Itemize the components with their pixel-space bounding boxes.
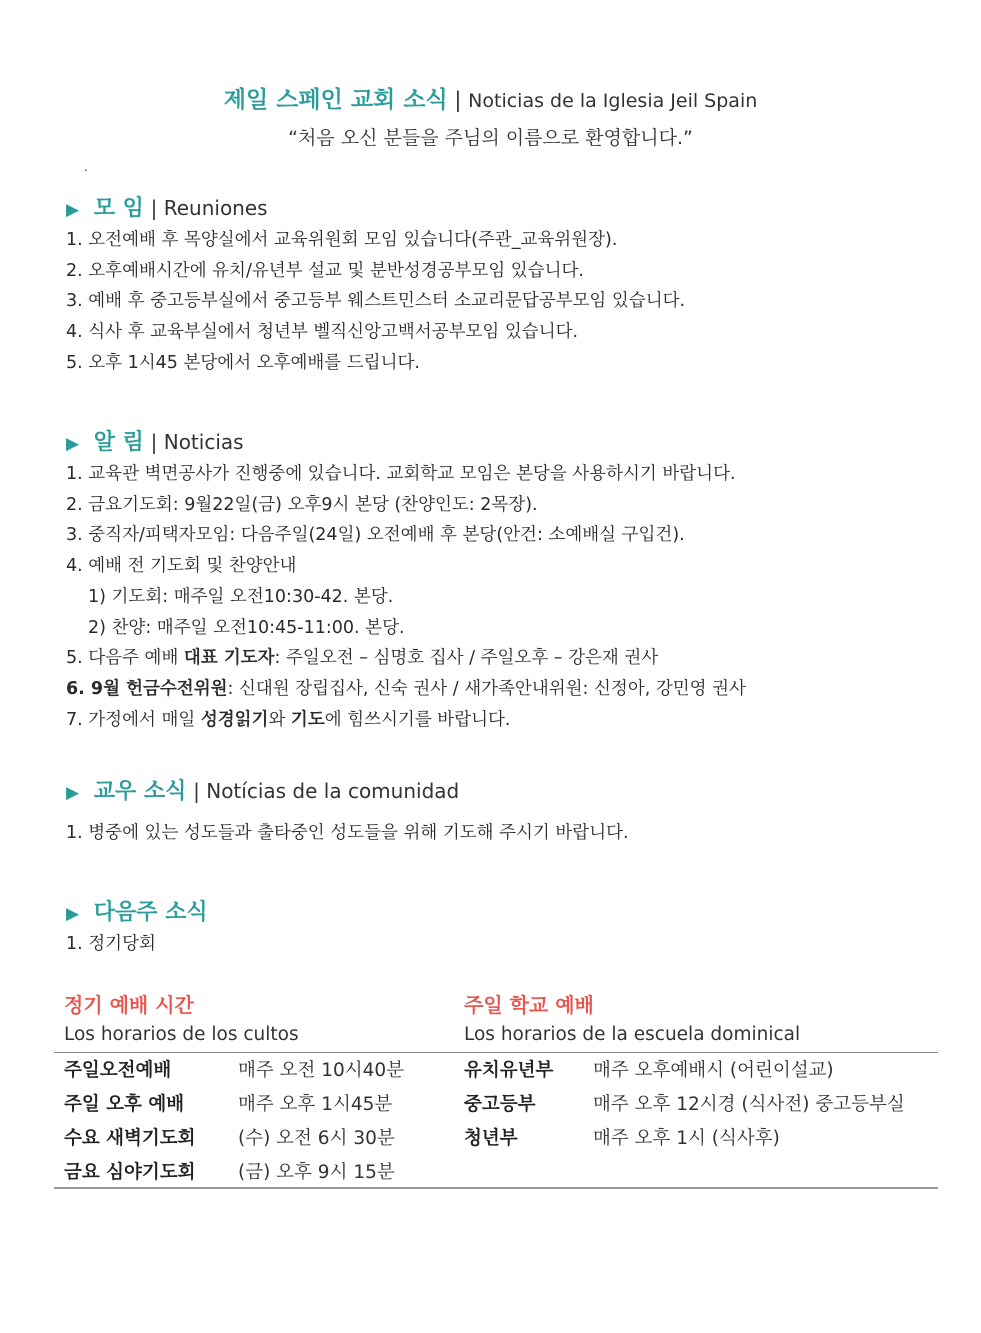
sunday-school-title-korean: 주일 학교 예배	[464, 993, 594, 1017]
bulletin-header	[0, 84, 981, 150]
department-name: 유치유년부	[464, 1060, 554, 1081]
item-text: 와	[268, 709, 291, 730]
triangle-right-icon: ▶	[66, 904, 80, 924]
section-title-korean: 다음주 소식	[93, 900, 208, 925]
section-heading: ▶ 알 림 | Noticias	[66, 430, 244, 455]
meetings-list	[66, 225, 946, 379]
stray-dot: .	[84, 160, 88, 174]
list-item: 4. 예배 전 기도회 및 찬양안내	[66, 556, 297, 577]
divider	[54, 1052, 938, 1053]
department-name: 청년부	[464, 1128, 518, 1149]
section-title-spanish: Noticias	[163, 430, 244, 454]
list-item	[66, 705, 946, 736]
list-item	[66, 643, 946, 674]
title-korean: 제일 스페인 교회 소식	[223, 87, 448, 113]
list-item: 1. 병중에 있는 성도들과 출타중인 성도들을 위해 기도해 주시기 바랍니다.	[66, 823, 629, 843]
table-row	[464, 1122, 934, 1156]
section-title-korean: 모 임	[93, 196, 144, 221]
item-text: : 신대원 장립집사, 신숙 권사 / 새가족안내위원: 신정아, 강민영 권사	[227, 678, 746, 699]
table-row	[64, 1156, 454, 1190]
department-time: 매주 오후 1시 (식사후)	[593, 1128, 780, 1149]
service-time: 매주 오전 10시40분	[238, 1060, 405, 1081]
department-time: 매주 오후예배시 (어린이설교)	[593, 1060, 834, 1081]
list-item	[66, 674, 946, 705]
welcome-message: “처음 오신 분들을 주님의 이름으로 환영합니다.”	[288, 127, 693, 149]
department-time: 매주 오후 12시경 (식사전) 중고등부실	[593, 1094, 905, 1115]
worship-times-title-spanish: Los horarios de los cultos	[64, 1024, 299, 1045]
notices-list	[66, 459, 946, 735]
item-text: 7. 가정에서 매일	[66, 709, 201, 730]
divider	[54, 1187, 938, 1189]
worship-times-table	[64, 1054, 454, 1190]
list-item: 2. 오후예배시간에 유치/유년부 설교 및 분반성경공부모임 있습니다.	[66, 260, 584, 281]
title-spanish: Noticias de la Iglesia Jeil Spain	[468, 90, 758, 112]
community-list	[66, 818, 946, 849]
triangle-right-icon: ▶	[66, 200, 80, 220]
service-name: 주일오전예배	[64, 1060, 172, 1081]
section-title-spanish: Notícias de la comunidad	[206, 779, 460, 803]
item-text: : 주일오전 – 심명호 집사 / 주일오후 – 강은재 권사	[274, 648, 659, 669]
list-item: 1. 오전예배 후 목양실에서 교육위원회 모임 있습니다(주관_교육위원장).	[66, 230, 618, 250]
list-sub-item: 1) 기도회: 매주일 오전10:30-42. 본당.	[88, 586, 394, 607]
section-meetings	[66, 193, 946, 379]
item-bold-text: 기도	[290, 709, 325, 730]
sunday-school-heading	[464, 990, 800, 1050]
worship-times-heading	[64, 990, 299, 1050]
section-heading	[66, 897, 946, 929]
table-row	[64, 1054, 454, 1088]
section-next-week	[66, 897, 946, 960]
item-bold-text: 대표 기도자	[183, 648, 275, 669]
sunday-school-table	[464, 1054, 934, 1156]
table-row	[64, 1122, 454, 1156]
section-title-korean: 알 림	[93, 430, 144, 455]
list-item: 4. 식사 후 교육부실에서 청년부 벨직신앙고백서공부모임 있습니다.	[66, 322, 579, 343]
section-notices	[66, 427, 946, 735]
worship-times-title-korean: 정기 예배 시간	[64, 993, 194, 1017]
next-week-list	[66, 929, 946, 960]
list-item: 3. 예배 후 중고등부실에서 중고등부 웨스트민스터 소교리문답공부모임 있습니다.	[66, 291, 686, 312]
list-item: 3. 중직자/피택자모임: 다음주일(24일) 오전예배 후 본당(안건: 소예배실 구입건).	[66, 525, 685, 546]
item-bold-text: 성경읽기	[200, 709, 269, 730]
title-separator: |	[454, 88, 462, 112]
list-item: 5. 오후 1시45 본당에서 오후예배를 드립니다.	[66, 352, 420, 373]
service-name: 수요 새벽기도회	[64, 1128, 196, 1149]
sunday-school-title-spanish: Los horarios de la escuela dominical	[464, 1024, 801, 1045]
service-name: 금요 심야기도회	[64, 1162, 196, 1183]
section-community	[66, 776, 946, 849]
item-text: 5. 다음주 예배	[66, 648, 184, 669]
list-sub-item: 2) 찬양: 매주일 오전10:45-11:00. 본당.	[88, 617, 405, 638]
item-bold-text: 6. 9월 헌금수전위원	[66, 678, 228, 699]
section-title-spanish: Reuniones	[163, 196, 268, 220]
item-text: 에 힘쓰시기를 바랍니다.	[324, 709, 511, 730]
table-row	[64, 1088, 454, 1122]
list-item: 1. 교육관 벽면공사가 진행중에 있습니다. 교회학교 모임은 본당을 사용하시기 바랍니다.	[66, 464, 736, 484]
section-heading: ▶ 모 임 | Reuniones	[66, 196, 268, 221]
list-item: 1. 정기당회	[66, 934, 156, 954]
table-row	[464, 1054, 934, 1088]
triangle-right-icon: ▶	[66, 783, 80, 803]
service-name: 주일 오후 예배	[64, 1094, 185, 1115]
triangle-right-icon: ▶	[66, 434, 80, 454]
service-time: 매주 오후 1시45분	[238, 1094, 393, 1115]
service-time: (금) 오후 9시 15분	[238, 1162, 395, 1183]
department-name: 중고등부	[464, 1094, 536, 1115]
list-item: 2. 금요기도회: 9월22일(금) 오후9시 본당 (찬양인도: 2목장).	[66, 494, 538, 515]
section-title-korean: 교우 소식	[93, 779, 187, 804]
page-title	[0, 84, 981, 117]
section-heading: ▶ 교우 소식 | Notícias de la comunidad	[66, 779, 460, 804]
service-time: (수) 오전 6시 30분	[238, 1128, 395, 1149]
table-row	[464, 1088, 934, 1122]
